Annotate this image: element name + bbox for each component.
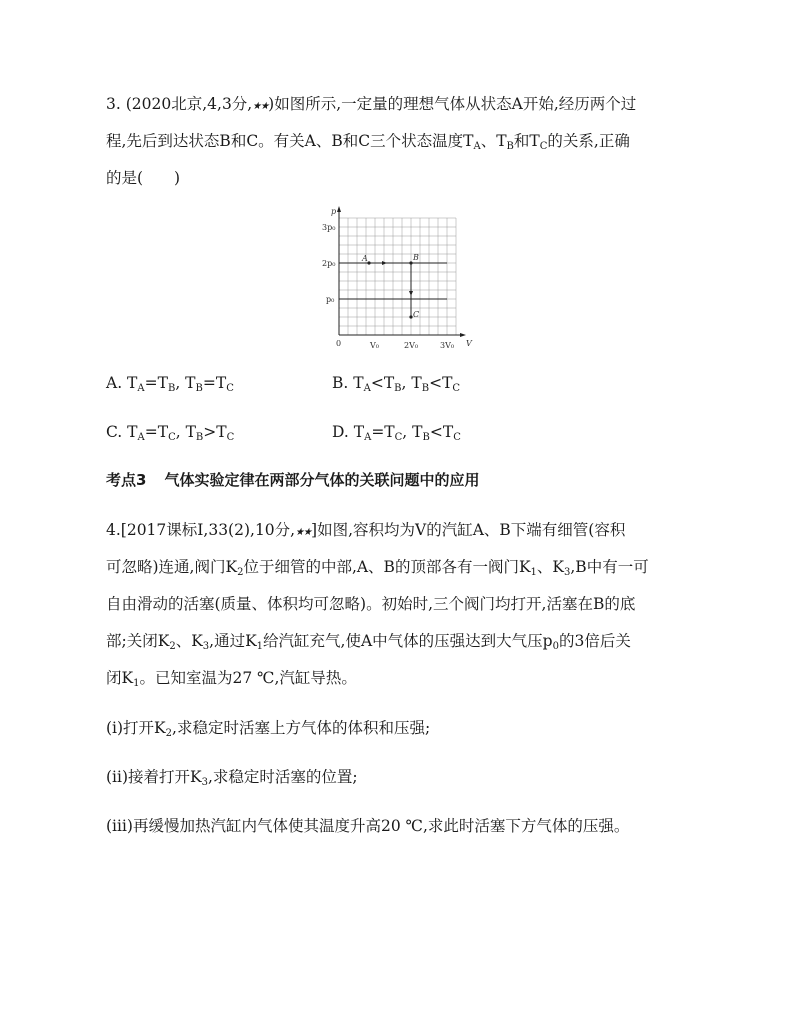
arrow-AB-icon <box>382 261 387 265</box>
origin-label: 0 <box>336 339 342 348</box>
question-source: (2020北京,4,3分, <box>125 95 253 113</box>
q4-line-5: 闭$K_1$。已知室温为27 ℃,汽缸导热。 <box>106 669 357 689</box>
difficulty-stars-icon: ★★ <box>295 527 312 538</box>
q4-subquestion-iii: (ⅲ)再缓慢加热汽缸内气体使其温度升高20 ℃,求此时活塞下方气体的压强。 <box>106 817 630 835</box>
option-b[interactable]: B. $T_A<T_B$, $T_B<T_C$ <box>332 374 461 394</box>
p-tick-3p0: 3p₀ <box>322 223 336 232</box>
q4-line-4: 部;关闭$K_2$、$K_3$,通过$K_1$给汽缸充气,使A中气体的压强达到大气压$p_0$的3倍后关 <box>106 632 631 652</box>
v-tick-v0: V₀ <box>370 341 379 350</box>
section-label: 考点3 <box>106 471 147 489</box>
graph-grid <box>339 218 456 335</box>
point-B-label: B <box>413 253 419 262</box>
v-axis-label: V <box>466 339 472 348</box>
section-title: 气体实验定律在两部分气体的关联问题中的应用 <box>164 471 480 489</box>
q4-line-1: 4.[2017课标Ⅰ,33(2),10分,★★]如图,容积均为V的汽缸A、B下端有细管(容积 <box>106 521 626 539</box>
q4-subquestion-ii: (ⅱ)接着打开$K_3$,求稳定时活塞的位置; <box>106 768 358 788</box>
p-axis-label: p <box>331 207 337 216</box>
p-tick-2p0: 2p₀ <box>322 259 336 268</box>
q3-line-3: 的是( ) <box>106 169 181 187</box>
option-a[interactable]: A. $T_A=T_B$, $T_B=T_C$ <box>106 374 234 394</box>
p-axis-arrow-icon <box>337 206 341 212</box>
question-number: 3. <box>106 95 121 113</box>
pv-graph <box>320 203 480 351</box>
v-tick-3v0: 3V₀ <box>440 341 455 350</box>
option-d[interactable]: D. $T_A=T_C$, $T_B<T_C$ <box>332 423 461 443</box>
difficulty-stars-icon: ★★ <box>252 101 269 112</box>
point-C-label: C <box>413 310 420 319</box>
q3-line-2: 程,先后到达状态B和C。有关A、B和C三个状态温度$T_A$、$T_B$和$T_C$的关系,正确 <box>106 132 630 152</box>
q3-line-1: 3. (2020北京,4,3分,★★)如图所示,一定量的理想气体从状态A开始,经历两个过 <box>106 95 637 113</box>
point-A-label: A <box>362 254 368 263</box>
section-heading <box>106 470 479 490</box>
v-tick-2v0: 2V₀ <box>404 341 419 350</box>
q4-subquestion-i: (ⅰ)打开$K_2$,求稳定时活塞上方气体的体积和压强; <box>106 719 431 739</box>
option-c[interactable]: C. $T_A=T_C$, $T_B>T_C$ <box>106 423 235 443</box>
p-tick-p0: p₀ <box>326 295 335 304</box>
v-axis-arrow-icon <box>460 333 466 337</box>
arrow-BC-icon <box>409 291 413 296</box>
q4-line-3: 自由滑动的活塞(质量、体积均可忽略)。初始时,三个阀门均打开,活塞在B的底 <box>106 595 636 613</box>
q4-line-2: 可忽略)连通,阀门$K_2$位于细管的中部,A、B的顶部各有一阀门$K_1$、$K_3,B$中有一可 <box>106 558 649 578</box>
point-A <box>367 261 370 264</box>
